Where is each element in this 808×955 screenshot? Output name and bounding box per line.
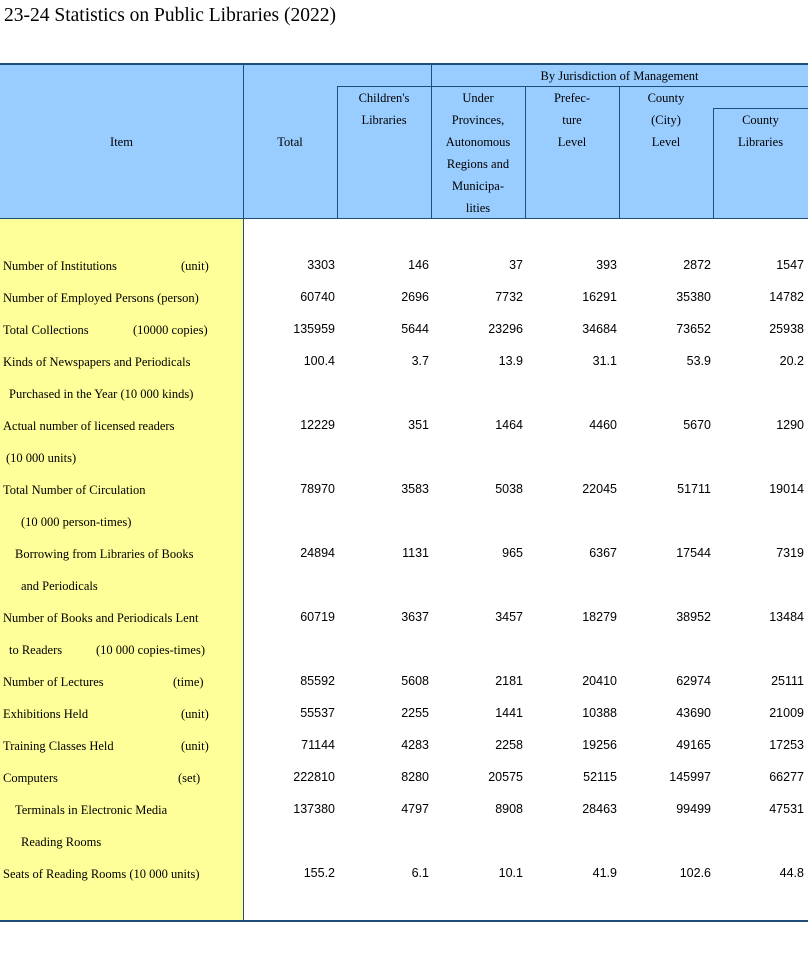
cell-value: 22045 (582, 482, 617, 496)
header-line: Regions and (446, 157, 510, 171)
cell-value: 10.1 (498, 866, 523, 880)
header-line: County (647, 91, 685, 105)
row-unit: (unit) (181, 259, 209, 273)
header-line: Level (651, 135, 681, 149)
row-label: Kinds of Newspapers and Periodicals (3, 355, 191, 369)
cell-value: 6367 (589, 546, 617, 560)
cell-value: 2696 (401, 290, 429, 304)
cell-value: 66277 (769, 770, 804, 784)
table-row (0, 346, 808, 378)
row-label: Number of Institutions (3, 259, 117, 273)
cell-value: 102.6 (679, 866, 711, 880)
cell-value: 25111 (771, 674, 804, 688)
header-line: Municipa- (451, 179, 505, 193)
table-row (0, 442, 808, 474)
header-line: Autonomous (445, 135, 511, 149)
cell-value: 4460 (589, 418, 617, 432)
cell-value: 60740 (300, 290, 335, 304)
row-label: Number of Books and Periodicals Lent (3, 611, 199, 625)
header-childrens-libraries (337, 87, 431, 131)
header-line: Under (462, 91, 494, 105)
cell-value: 5644 (401, 322, 429, 336)
cell-value: 13484 (769, 610, 804, 624)
row-label: Reading Rooms (21, 835, 102, 849)
cell-value: 146 (408, 258, 429, 272)
cell-value: 99499 (676, 802, 711, 816)
row-unit: (time) (173, 675, 204, 689)
row-label: Number of Employed Persons (person) (3, 291, 199, 305)
cell-value: 100.4 (303, 354, 335, 368)
row-label: Number of Lectures (3, 675, 104, 689)
row-label: to Readers (9, 643, 63, 657)
table-row (0, 634, 808, 666)
cell-value: 55537 (300, 706, 335, 720)
cell-value: 25938 (769, 322, 804, 336)
row-label: Purchased in the Year (10 000 kinds) (9, 387, 194, 401)
row-unit: (unit) (181, 707, 209, 721)
header-group: By Jurisdiction of Management (540, 69, 699, 83)
header-item: Item (110, 135, 133, 149)
table-row (0, 666, 808, 698)
cell-value: 51711 (677, 482, 711, 496)
row-label: Training Classes Held (3, 739, 114, 753)
table-row (0, 698, 808, 730)
cell-value: 137380 (293, 802, 335, 816)
cell-value: 12229 (300, 418, 335, 432)
cell-value: 17544 (676, 546, 711, 560)
cell-value: 38952 (676, 610, 711, 624)
table-row (0, 282, 808, 314)
table-row (0, 410, 808, 442)
cell-value: 47531 (769, 802, 804, 816)
cell-value: 35380 (676, 290, 711, 304)
cell-value: 53.9 (686, 354, 711, 368)
cell-value: 1131 (402, 546, 429, 560)
cell-value: 24894 (300, 546, 335, 560)
cell-value: 19256 (582, 738, 617, 752)
cell-value: 71144 (301, 738, 335, 752)
cell-value: 60719 (300, 610, 335, 624)
table-row (0, 538, 808, 570)
header-prefecture-level (525, 87, 619, 153)
cell-value: 21009 (769, 706, 804, 720)
row-label: Actual number of licensed readers (3, 419, 175, 433)
header-line: (City) (651, 113, 681, 127)
cell-value: 1441 (495, 706, 523, 720)
cell-value: 16291 (582, 290, 617, 304)
cell-value: 34684 (582, 322, 617, 336)
cell-value: 73652 (676, 322, 711, 336)
cell-value: 965 (502, 546, 523, 560)
cell-value: 49165 (676, 738, 711, 752)
cell-value: 20410 (582, 674, 617, 688)
cell-value: 62974 (676, 674, 711, 688)
table-row (0, 826, 808, 858)
cell-value: 8280 (401, 770, 429, 784)
cell-value: 7732 (495, 290, 523, 304)
header-county-city-level (619, 87, 713, 153)
row-label: Seats of Reading Rooms (10 000 units) (3, 867, 200, 881)
cell-value: 4797 (401, 802, 429, 816)
row-label: Borrowing from Libraries of Books (15, 547, 194, 561)
header-line: lities (465, 201, 491, 215)
cell-value: 351 (408, 418, 429, 432)
cell-value: 10388 (582, 706, 617, 720)
header-line: Provinces, (451, 113, 505, 127)
row-label: Exhibitions Held (3, 707, 89, 721)
cell-value: 37 (509, 258, 523, 272)
cell-value: 145997 (669, 770, 711, 784)
header-line: Libraries (361, 113, 407, 127)
table-row (0, 506, 808, 538)
cell-value: 1290 (776, 418, 804, 432)
cell-value: 5670 (683, 418, 711, 432)
cell-value: 7319 (776, 546, 804, 560)
cell-value: 19014 (769, 482, 804, 496)
cell-value: 2258 (495, 738, 523, 752)
header-line: Libraries (737, 135, 784, 149)
cell-value: 85592 (300, 674, 335, 688)
row-unit: (10 000 copies-times) (96, 643, 206, 657)
header-line: County (742, 113, 779, 127)
cell-value: 155.2 (303, 866, 335, 880)
row-label: Total Collections (3, 323, 89, 337)
cell-value: 222810 (293, 770, 335, 784)
cell-value: 3303 (307, 258, 335, 272)
cell-value: 13.9 (498, 354, 523, 368)
row-unit: (unit) (181, 739, 209, 753)
cell-value: 20575 (488, 770, 523, 784)
header-county-libraries (713, 109, 808, 153)
cell-value: 17253 (769, 738, 804, 752)
table-row (0, 730, 808, 762)
cell-value: 23296 (488, 322, 523, 336)
row-label: (10 000 units) (6, 451, 77, 465)
row-label: Computers (3, 771, 58, 785)
row-label: and Periodicals (21, 579, 98, 593)
cell-value: 2181 (495, 674, 523, 688)
cell-value: 44.8 (779, 866, 804, 880)
table-bottom-rule (0, 920, 808, 922)
cell-value: 78970 (300, 482, 335, 496)
cell-value: 3583 (401, 482, 429, 496)
cell-value: 135959 (293, 322, 335, 336)
row-label: Terminals in Electronic Media (15, 803, 168, 817)
row-label: Total Number of Circulation (3, 483, 146, 497)
row-unit: (set) (178, 771, 201, 785)
cell-value: 3457 (495, 610, 523, 624)
cell-value: 14782 (769, 290, 804, 304)
header-total: Total (277, 135, 303, 149)
cell-value: 43690 (676, 706, 711, 720)
cell-value: 393 (596, 258, 617, 272)
header-line: ture (562, 113, 582, 127)
row-label: (10 000 person-times) (21, 515, 132, 529)
table-row (0, 858, 808, 890)
cell-value: 2255 (401, 706, 429, 720)
table-row (0, 250, 808, 282)
cell-value: 8908 (495, 802, 523, 816)
header-provinces (431, 87, 525, 219)
cell-value: 1464 (495, 418, 523, 432)
cell-value: 3.7 (411, 354, 429, 368)
header-bottom-rule (0, 218, 808, 219)
cell-value: 18279 (582, 610, 617, 624)
cell-value: 5038 (495, 482, 523, 496)
table-row (0, 570, 808, 602)
table-row (0, 474, 808, 506)
table-row (0, 794, 808, 826)
table-row (0, 314, 808, 346)
cell-value: 2872 (683, 258, 711, 272)
cell-value: 5608 (401, 674, 429, 688)
cell-value: 52115 (583, 770, 617, 784)
cell-value: 20.2 (779, 354, 804, 368)
cell-value: 31.1 (592, 354, 617, 368)
header-line: Children's (358, 91, 410, 105)
table-row (0, 762, 808, 794)
table-row (0, 602, 808, 634)
table-row (0, 378, 808, 410)
header-line: Prefec- (553, 91, 591, 105)
cell-value: 41.9 (592, 866, 617, 880)
cell-value: 6.1 (411, 866, 429, 880)
cell-value: 28463 (582, 802, 617, 816)
row-unit: (10000 copies) (133, 323, 208, 337)
page-title: 23-24 Statistics on Public Libraries (2022) (4, 5, 336, 26)
cell-value: 4283 (401, 738, 429, 752)
cell-value: 3637 (401, 610, 429, 624)
cell-value: 1547 (776, 258, 804, 272)
header-line: Level (557, 135, 587, 149)
